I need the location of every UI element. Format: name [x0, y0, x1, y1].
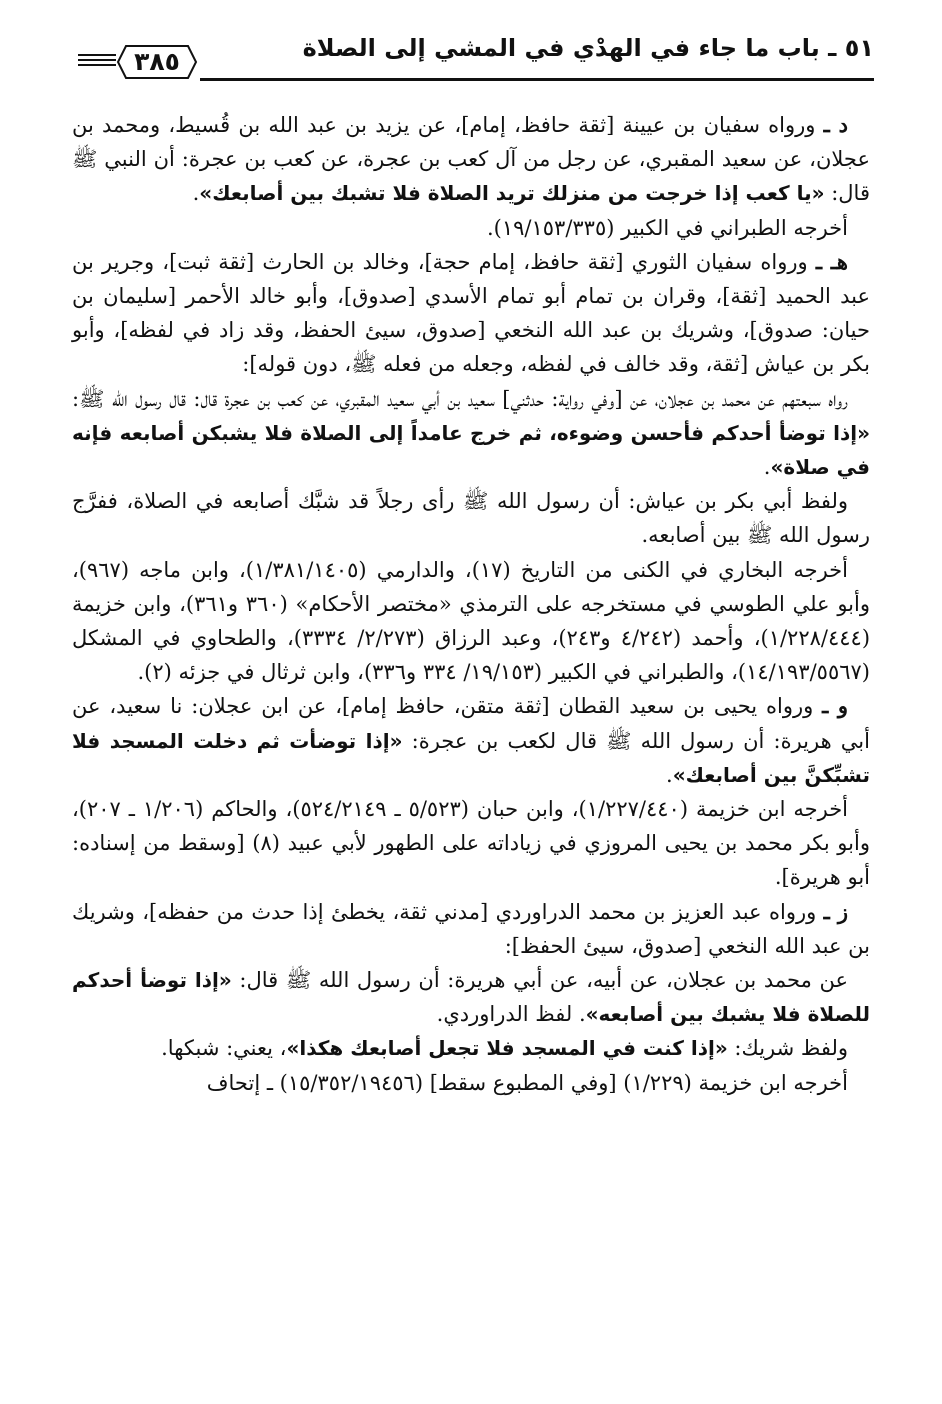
section-letter: و ـ — [822, 693, 848, 719]
paragraph-w — [72, 689, 870, 792]
hadith-quote: «يا كعب إذا خرجت من منزلك تريد الصلاة فلا تشبك بين أصابعك» — [199, 181, 825, 206]
hadith-quote: «إذا كنت في المسجد فلا تجعل أصابعك هكذا» — [286, 1036, 728, 1061]
hadith-quote: «إذا توضأ أحدكم للصلاة فلا يشبك بين أصابعه» — [72, 968, 870, 1027]
paragraph-h-abubakr — [72, 484, 870, 552]
hadith-quote: «إذا توضأت ثم دخلت المسجد فلا تشبِّكنَّ بين أصابعك» — [72, 728, 870, 787]
paragraph-z — [72, 895, 870, 963]
paragraph-text: ورواه يحيى بن سعيد القطان [ثقة متقن، حافظ إمام]، عن ابن عجلان: نا سعيد، عن أبي هريرة: أن رسول الله ﷺ قال لكعب بن عجرة: — [72, 694, 870, 753]
section-letter: د ـ — [823, 112, 848, 137]
paragraph-text: ، يعني: شبكها. — [161, 1036, 287, 1061]
paragraph-h-takhrij — [72, 553, 870, 690]
paragraph-text: أخرجه ابن خزيمة (١/٢٢٩) [وفي المطبوع سقط] (١٥/٣٥٢/١٩٤٥٦) ـ إتحاف — [206, 1070, 848, 1095]
header-rule-lines — [78, 54, 116, 68]
paragraph-w-takhrij — [72, 792, 870, 895]
paragraph-text: رواه سبعتهم عن محمد بن عجلان، عن [وفي رواية: حدثني] سعيد بن أبي سعيد المقبري، عن كعب بن عجرة قال: قال رسول الله ﷺ: — [72, 386, 848, 411]
paragraph-text: . — [666, 762, 673, 787]
paragraph-text: . — [192, 181, 200, 206]
paragraph-text: . لفظ الدراوردي. — [436, 1002, 586, 1027]
paragraph-text: ولفظ أبي بكر بن عياش: أن رسول الله ﷺ رأى رجلاً قد شبَّك أصابعه في الصلاة، ففرَّج رسول الله ﷺ بين أصابعه. — [72, 489, 870, 548]
paragraph-d-takhrij — [72, 211, 870, 245]
paragraph-text: عن محمد بن عجلان، عن أبيه، عن أبي هريرة: أن رسول الله ﷺ قال: — [231, 968, 848, 993]
header-underline — [200, 78, 874, 81]
hadith-quote: «إذا توضأ أحدكم فأحسن وضوءه، ثم خرج عامداً إلى الصلاة فلا يشبكن أصابعه فإنه في صلاة» — [72, 420, 870, 480]
paragraph-z-takhrij — [72, 1066, 870, 1100]
paragraph-text: . — [763, 455, 771, 480]
page-number-frame — [116, 44, 198, 80]
section-letter: ز ـ — [823, 898, 848, 924]
paragraph-text: ورواه سفيان الثوري [ثقة حافظ، إمام حجة]، وخالد بن الحارث [ثقة ثبت]، وجرير بن عبد الحميد [ثقة]، وقران بن تمام أبو تمام الأسدي [صدوق]، وأبو خالد الأحمر [سليمان بن حيان: صدوق]، وشريك بن عبد الله النخعي [صدوق، سيئ الحفظ، وقد زاد في لفظه]، وأبو بكر بن عياش [ثقة، وقد خالف في لفظه، وجعله من فعله ﷺ، دون قوله]: — [72, 249, 870, 377]
paragraph-z-sharik — [72, 1031, 870, 1065]
paragraph-text: ورواه عبد العزيز بن محمد الدراوردي [مدني ثقة، يخطئ إذا حدث من حفظه]، وشريك بن عبد الله النخعي [صدوق، سيئ الحفظ]: — [72, 899, 870, 958]
paragraph-text: أخرجه الطبراني في الكبير (١٩/١٥٣/٣٣٥). — [486, 215, 848, 240]
paragraph-text: ولفظ شريك: — [727, 1036, 848, 1061]
page-header — [78, 30, 874, 82]
paragraph-d — [72, 108, 870, 211]
section-letter: هـ ـ — [815, 248, 848, 274]
page-number: ٣٨٥ — [134, 47, 180, 76]
paragraph-text: أخرجه البخاري في الكنى من التاريخ (١٧)، والدارمي (١/٣٨١/١٤٠٥)، وابن ماجه (٩٦٧)، وأبو علي الطوسي في مستخرجه على الترمذي «مختصر الأحكام» (٣٦٠ و٣٦١)، وابن خزيمة (١/٢٢٨/٤٤٤)، وأحمد (٤/٢٤٢ و٢٤٣)، وعبد الرزاق (٢/٢٧٣/ ٣٣٣٤)، والطحاوي في المشكل (١٤/١٩٣/٥٥٦٧)، والطبراني في الكبير (١٩/١٥٣/ ٣٣٤ و٣٣٦)، وابن ثرثال في جزئه (٢). — [72, 557, 871, 685]
paragraph-h-matn — [72, 382, 870, 485]
paragraph-z-matn — [72, 963, 870, 1031]
body-text — [72, 108, 870, 1100]
paragraph-text: ورواه سفيان بن عيينة [ثقة حافظ، إمام]، عن يزيد بن عبد الله بن قُسيط، ومحمد بن عجلان، عن سعيد المقبري، عن رجل من آل كعب بن عجرة، عن كعب بن عجرة: أن النبي ﷺ قال: — [72, 113, 870, 206]
chapter-title: ٥١ ـ باب ما جاء في الهدْي في المشي إلى الصلاة — [302, 34, 874, 62]
paragraph-h — [72, 245, 870, 382]
paragraph-text: أخرجه ابن خزيمة (١/٢٢٧/٤٤٠)، وابن حبان (٥/٥٢٣ ـ ٥٢٤/٢١٤٩)، والحاكم (١/٢٠٦ ـ ٢٠٧)، وأبو بكر محمد بن يحيى المروزي في زياداته على الطهور لأبي عبيد (٨) [وسقط من إسناده: أبو هريرة]. — [72, 797, 870, 890]
